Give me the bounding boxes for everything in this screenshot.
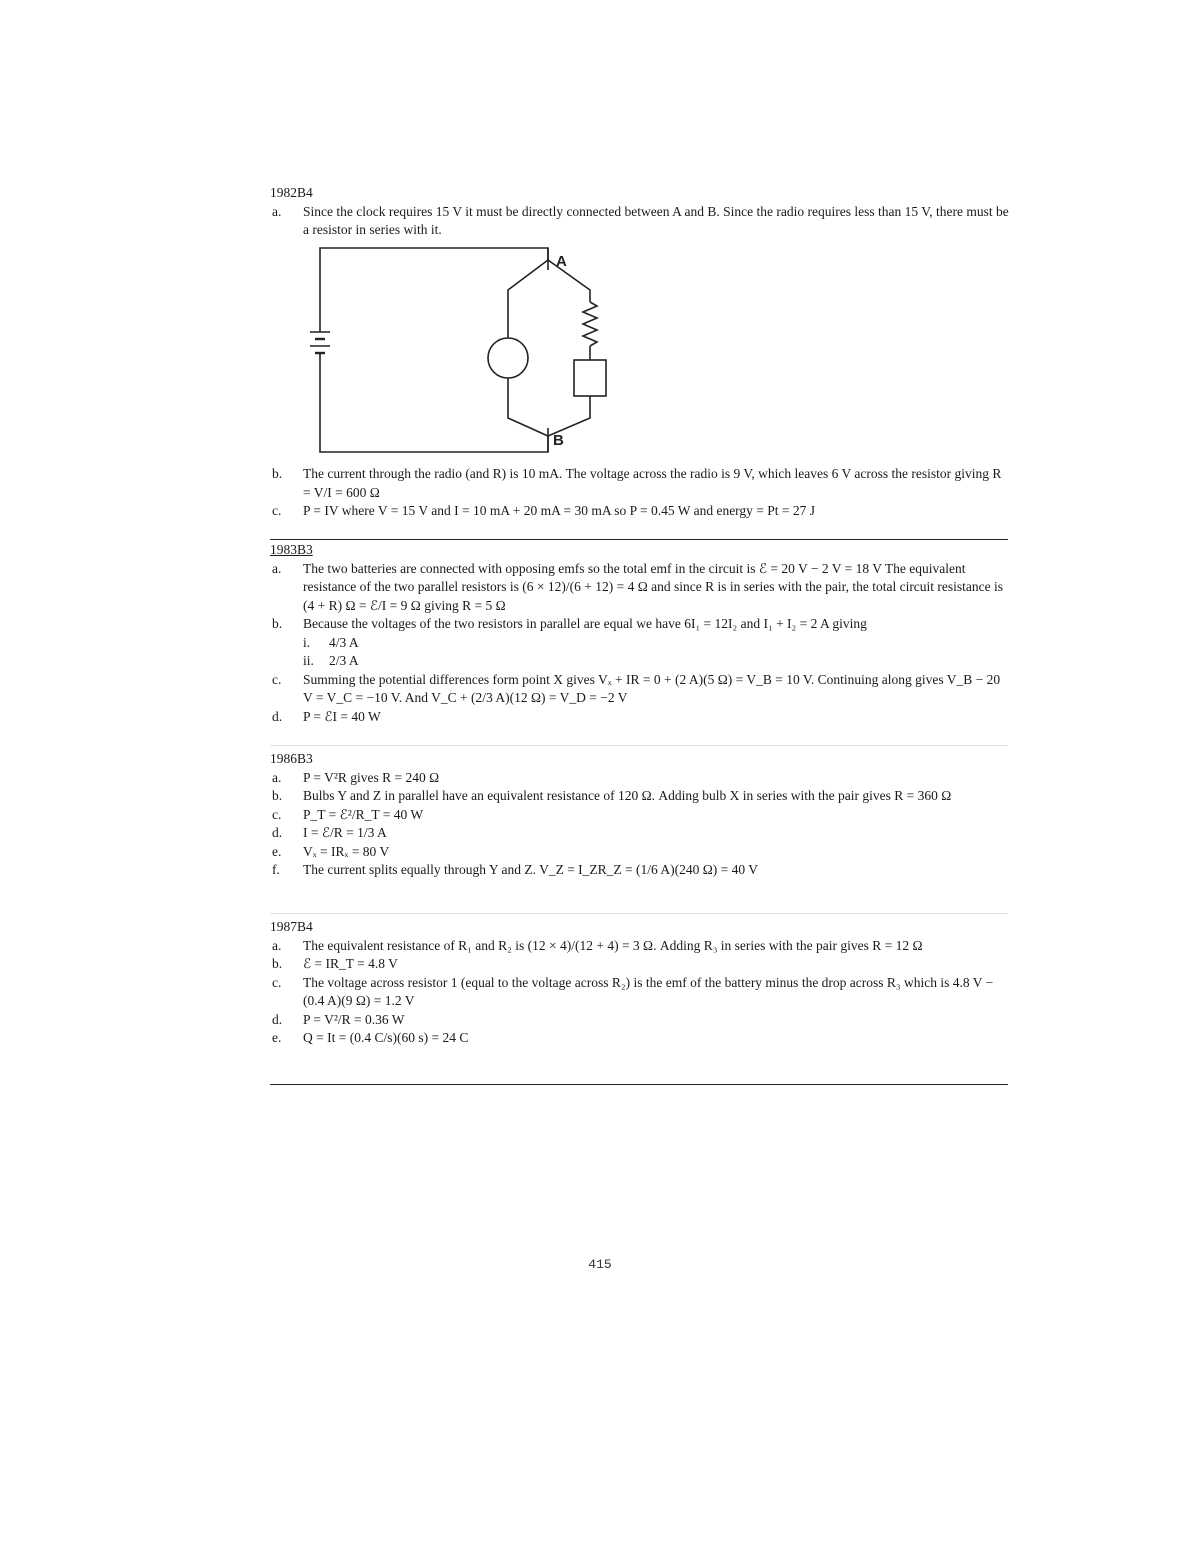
section-heading: 1987B4 (270, 919, 313, 934)
answer-text: The equivalent resistance of R₁ and R₂ is (12 × 4)/(12 + 4) = 3 Ω. Adding R₃ in series with the pair gives R = 12 Ω (303, 937, 923, 953)
answer-a (270, 203, 1010, 240)
answer-e (270, 1029, 1010, 1048)
circuit-wire-left-branch (508, 260, 548, 338)
section-1986b3 (270, 750, 1010, 880)
answer-b (270, 465, 1010, 502)
answer-text: Bulbs Y and Z in parallel have an equivalent resistance of 120 Ω. Adding bulb X in series with the pair gives R = 360 Ω (303, 788, 952, 803)
resistor-icon (583, 302, 597, 346)
answer-text: Summing the potential differences form point X gives Vₓ + IR = 0 + (2 A)(5 Ω) = V_B = 10 V. Continuing along gives V_B − 20 V = V_C = −10 V. And V_C + (2/3 A)(12 Ω) = V_D = −2 V (303, 671, 1001, 705)
section-heading: 1982B4 (270, 185, 313, 200)
answer-b (270, 615, 1010, 634)
answer-d (270, 1011, 1010, 1030)
answer-label: b. (272, 956, 283, 971)
circuit-wire-right-branch (548, 260, 590, 302)
answer-a (270, 937, 1010, 956)
answer-label: b. (272, 788, 283, 803)
page-number: 415 (588, 1257, 612, 1272)
node-label-a: A (556, 253, 567, 270)
answer-text: The current splits equally through Y and Z. V_Z = I_ZR_Z = (1/6 A)(240 Ω) = 40 V (303, 862, 759, 877)
circuit-wire-outer (320, 248, 548, 328)
answer-b-i (270, 634, 1010, 653)
answer-d (270, 708, 1010, 727)
answer-label: a. (272, 203, 282, 219)
answer-b (270, 787, 1010, 806)
answer-text: Because the voltages of the two resistors in parallel are equal we have 6I₁ = 12I₂ and I₁ + I₂ = 2 A giving (303, 616, 867, 631)
answer-b (270, 955, 1010, 974)
clock-icon (488, 338, 528, 378)
section-1982b4 (270, 184, 1010, 240)
answer-a (270, 769, 1010, 788)
answer-label: i. (303, 634, 311, 650)
answer-text: P = IV where V = 15 V and I = 10 mA + 20 mA = 30 mA so P = 0.45 W and energy = Pt = 27 J (303, 503, 816, 518)
section-1982b4-cont (270, 465, 1010, 521)
answer-label: c. (272, 671, 282, 687)
section-1987b4 (270, 918, 1010, 1048)
answer-e (270, 843, 1010, 862)
answer-label: a. (272, 769, 282, 785)
section-heading: 1986B3 (270, 751, 313, 766)
answer-a (270, 560, 1010, 616)
answer-text: P = ℰI = 40 W (303, 708, 381, 724)
answer-c (270, 806, 1010, 825)
answer-c (270, 502, 1010, 521)
answer-text: ℰ = IR_T = 4.8 V (303, 956, 398, 971)
answer-label: c. (272, 806, 282, 822)
answer-d (270, 824, 1010, 843)
radio-icon (574, 360, 606, 396)
answer-label: f. (272, 862, 280, 877)
section-heading: 1983B3 (270, 542, 313, 557)
answer-label: e. (272, 1030, 282, 1045)
section-divider (270, 539, 1008, 540)
answer-text: I = ℰ/R = 1/3 A (303, 825, 387, 840)
answer-label: a. (272, 560, 282, 576)
answer-label: ii. (303, 653, 314, 668)
answer-label: d. (272, 1011, 283, 1027)
section-divider (270, 745, 1008, 746)
answer-text: Since the clock requires 15 V it must be directly connected between A and B. Since the radio requires less than 15 V, there must be a resistor in series with it. (303, 203, 1009, 237)
answer-f (270, 861, 1010, 880)
answer-label: a. (272, 937, 282, 953)
answer-text: P = V²R gives R = 240 Ω (303, 769, 440, 785)
answer-label: d. (272, 708, 283, 724)
answer-label: b. (272, 616, 283, 631)
answer-text: 2/3 A (329, 653, 359, 668)
answer-text: P = V²/R = 0.36 W (303, 1011, 405, 1027)
answer-text: 4/3 A (329, 634, 359, 650)
node-label-b: B (553, 432, 564, 449)
answer-label: b. (272, 466, 283, 481)
answer-c (270, 974, 1010, 1011)
answer-b-ii (270, 652, 1010, 671)
answer-text: Vₓ = IRₓ = 80 V (303, 843, 390, 859)
answer-label: c. (272, 974, 282, 990)
answer-label: c. (272, 503, 282, 518)
answer-text: The two batteries are connected with opposing emfs so the total emf in the circuit is ℰ = 20 V − 2 V = 18 V The equivalent resistance of the two parallel resistors is (6 × 12)/(6 + 12) = 4 Ω and since R is in series with the pair, the total circuit resistance is (4 + R) Ω = ℰ/I = 9 Ω giving R = 5 Ω (303, 560, 1004, 613)
answer-text: Q = It = (0.4 C/s)(60 s) = 24 C (303, 1030, 469, 1045)
answer-label: d. (272, 825, 283, 840)
answer-label: e. (272, 843, 282, 859)
circuit-wire-outer-bottom (320, 362, 548, 452)
section-divider (270, 913, 1008, 914)
section-divider (270, 1084, 1008, 1085)
answer-text: The current through the radio (and R) is 10 mA. The voltage across the radio is 9 V, which leaves 6 V across the resistor giving R = V/I = 600 Ω (303, 466, 1002, 500)
circuit-diagram (300, 240, 620, 458)
answer-c (270, 671, 1010, 708)
section-1983b3 (270, 541, 1010, 726)
answer-text: The voltage across resistor 1 (equal to the voltage across R₂) is the emf of the battery minus the drop across R₃ which is 4.8 V − (0.4 A)(9 Ω) = 1.2 V (303, 974, 994, 1008)
answer-text: P_T = ℰ²/R_T = 40 W (303, 806, 424, 822)
